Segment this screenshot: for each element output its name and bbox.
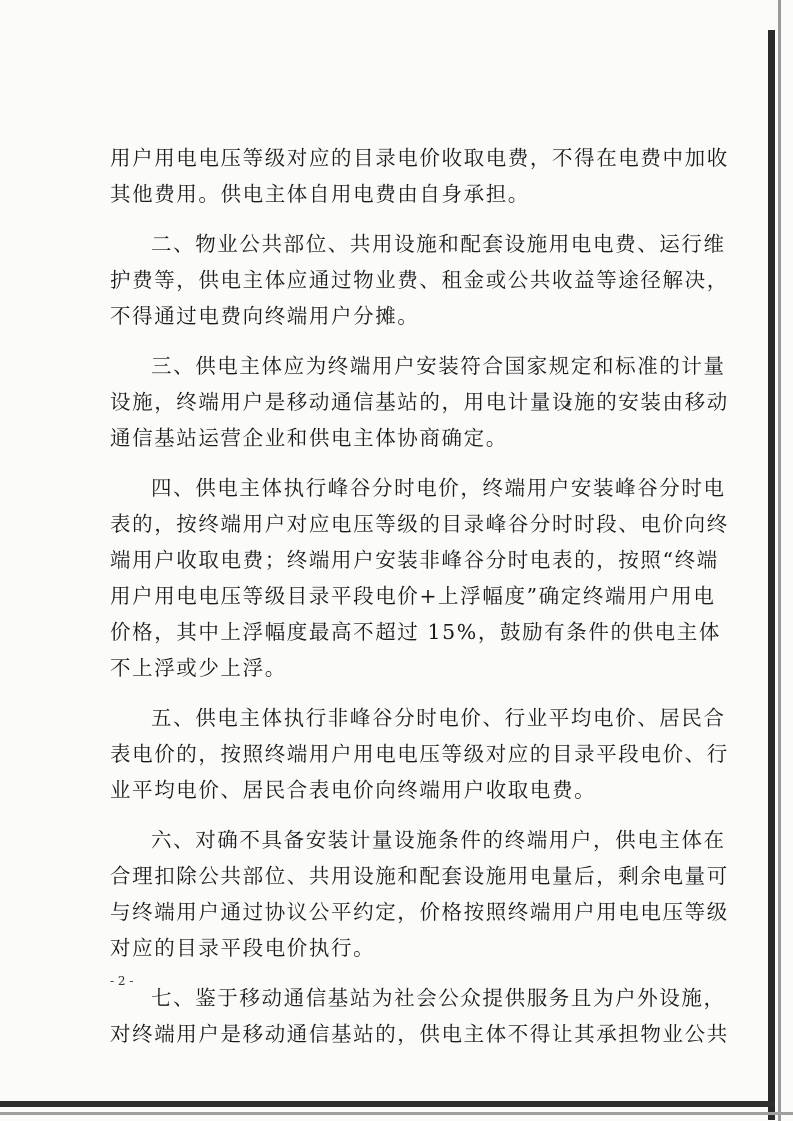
paragraph-five-line: 业平均电价、居民合表电价向终端用户收取电费。 xyxy=(110,778,597,802)
paragraph-five-line: 五、供电主体执行非峰谷分时电价、行业平均电价、居民合 xyxy=(151,706,726,730)
paragraph-six-line: 与终端用户通过协议公平约定，价格按照终端用户用电电压等级 xyxy=(110,900,729,924)
paragraph-seven-line: 对终端用户是移动通信基站的，供电主体不得让其承担物业公共 xyxy=(110,1022,729,1046)
paragraph-two-line: 不得通过电费向终端用户分摊。 xyxy=(110,304,420,328)
paragraph-two-line: 护费等，供电主体应通过物业费、租金或公共收益等途径解决， xyxy=(110,268,729,292)
paragraph-four-line: 表的，按终端用户对应电压等级的目录峰谷分时时段、电价向终 xyxy=(110,512,729,536)
paragraph-two-line: 二、物业公共部位、共用设施和配套设施用电电费、运行维 xyxy=(151,232,726,256)
paragraph-six-line: 对应的目录平段电价执行。 xyxy=(110,936,376,960)
paragraph-four-line: 用户用电电压等级目录平段电价+上浮幅度”确定终端用户用电 xyxy=(110,584,716,608)
paragraph-three-line: 通信基站运营企业和供电主体协商确定。 xyxy=(110,426,508,450)
paragraph-four-line: 价格，其中上浮幅度最高不超过 15%，鼓励有条件的供电主体 xyxy=(110,620,721,644)
scan-edge-right-light xyxy=(778,0,781,1121)
document-body xyxy=(110,140,729,1052)
paragraph-four-line: 不上浮或少上浮。 xyxy=(110,656,287,680)
page-number: - 2 - xyxy=(110,974,134,988)
scan-edge-bottom-light xyxy=(0,1112,793,1115)
paragraph-three-line: 设施，终端用户是移动通信基站的，用电计量设施的安装由移动 xyxy=(110,390,729,414)
paragraph-three-line: 三、供电主体应为终端用户安装符合国家规定和标准的计量 xyxy=(151,354,726,378)
paragraph-four-line: 端用户收取电费；终端用户安装非峰谷分时电表的，按照“终端 xyxy=(110,548,719,572)
body-line: 其他费用。供电主体自用电费由自身承担。 xyxy=(110,182,530,206)
body-line: 用户用电电压等级对应的目录电价收取电费，不得在电费中加收 xyxy=(110,146,729,170)
paragraph-seven-line: 七、鉴于移动通信基站为社会公众提供服务且为户外设施， xyxy=(151,986,726,1010)
paragraph-four-line: 四、供电主体执行峰谷分时电价，终端用户安装峰谷分时电 xyxy=(151,476,726,500)
paragraph-six-line: 六、对确不具备安装计量设施条件的终端用户，供电主体在 xyxy=(151,828,726,852)
scan-edge-bottom xyxy=(0,1101,775,1107)
paragraph-six-line: 合理扣除公共部位、共用设施和配套设施用电量后，剩余电量可 xyxy=(110,864,729,888)
paragraph-five-line: 表电价的，按照终端用户用电电压等级对应的目录平段电价、行 xyxy=(110,742,729,766)
scan-edge-right xyxy=(768,30,775,1120)
